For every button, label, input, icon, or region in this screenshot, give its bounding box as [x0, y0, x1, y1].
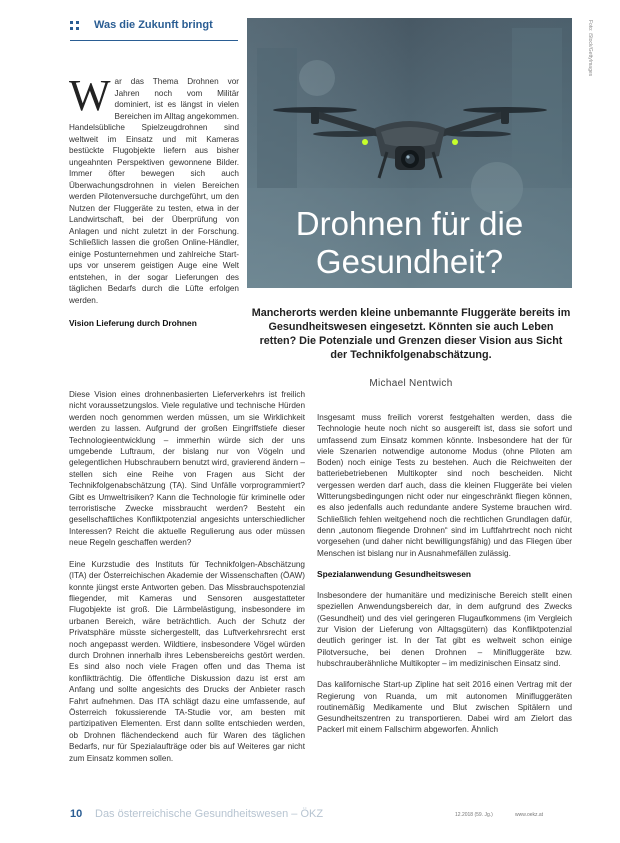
right-column [317, 412, 572, 746]
section-header [70, 18, 238, 41]
section-title: Was die Zukunft bringt [94, 19, 213, 31]
publication-title: Das österreichische Gesundheitswesen – ÖKZ [95, 808, 324, 820]
left-column-lower [69, 389, 305, 774]
photo-credit: Foto: iStock/GettyImages [587, 20, 593, 77]
body-paragraph: Diese Vision eines drohnenbasierten Lieferverkehrs ist freilich nicht voraussetzungslos. Viele regulative und technische Hürden werden noch genommen werden müssen, um sie Wirklichkeit werden zu lassen. Aufgrund der großen Eingriffstiefe dieser Technologieentwicklung – immerhin würde sich der uns umgebende Luftraum, der bislang nur von Vögeln und gelegentlichen Hubschraubern benutzt wird, gravierend ändern – stellen sich eine Reihe von Fragen aus Sicht der Technikfolgenabschätzung (TA). Sind Unfälle vorprogrammiert? Gibt es Umweltrisiken? Kann die Technologie für kriminelle oder terroristische Zwecke missbraucht werden? Besteht ein gesellschaftliches Konfliktpotenzial angesichts unterschiedlicher Interessen? Reicht die aktuelle Regulierung aus oder müssen neue Regeln geschaffen werden? [69, 390, 305, 548]
page-number: 10 [70, 808, 83, 820]
website-link[interactable]: www.oekz.at [515, 812, 544, 818]
body-paragraph: Das kalifornische Start-up Zipline hat seit 2016 einen Vertrag mit der Regierung von Ruanda, um mit autonomen Minifluggeräten routinemäßig Medikamente und Blut zwischen Spitälern und Gesundheitszentren zu transportieren. Dabei wird am Zielort das Packerl mit einem Fallschirm abgeworfen. Ähnlich [317, 680, 572, 735]
hero-photo [247, 18, 572, 288]
body-paragraph: Eine Kurzstudie des Instituts für Technikfolgen-Abschätzung (ITA) der Österreichischen Akademie der Wissenschaften (ÖAW) konnte jüngst erste Antworten geben. Das Missbrauchspotenzial fliegender, mit Kameras und Sensoren ausgestatteter Flugobjekte ist groß. Die Lärmbelästigung, insbesondere im urbanen Bereich, wäre beträchtlich. Auch der Schutz der Privatsphäre müsste sichergestellt, das Luftverkehrsrecht erst noch angepasst werden. Wildtiere, insbesondere Vögel würden durch Drohnen innerhalb ihres Lebensbereichs gestört werden. Es sind also noch viele Fragen offen und das Thema ist konfliktträchtig. Die öffentliche Diskussion dazu ist erst am Anfang und sollte angesichts des Drucks der Anbieter rasch Fahrt aufnehmen. Das ITA schlägt dazu eine umfassende, auf Österreich fokussierende TA-Studie vor, am besten mit partizipativen Elementen. Erst dann sollte entschieden werden, ob Drohnen flächendeckend auch für Waren des täglichen Bedarfs, nur für Spezialaufträge oder bis auf Weiteres gar nicht zum Einsatz kommen sollen. [69, 559, 305, 763]
issue-date: 12.2018 (59. Jg.) [455, 812, 493, 818]
grid-dots-icon [70, 21, 80, 31]
body-paragraph: Insgesamt muss freilich vorerst festgehalten werden, dass die Technologie heute noch nicht so ausgereift ist, dass sie sofort und umfassend zum Einsatz kommen könnte. Insbesondere hat der für viele Szenarien notwendige autonome Modus (ohne Piloten am Boden) noch einige Tests zu bestehen. Auch die Reichweiten der batteriebetriebenen Multikopter sind noch bescheiden. Nicht vergessen werden darf auch, dass die kleinen Fluggeräte bei vielen Witterungsbedingungen nicht oder nur eingeschränkt fliegen können, es also jedenfalls auch redundante andere Systeme brauchen wird. Schließlich fehlen weitgehend noch die rechtlichen Grundlagen dafür, denn „autonom fliegende Drohnen“ sind im Luftfahrtrecht noch nicht vorgesehen (und daher nicht bewilligungsfähig) und das Fliegen über Menschen ist bislang nur in Ausnahmefällen zulässig. [317, 413, 572, 558]
left-column [69, 71, 239, 340]
subheading-delivery: Vision Lieferung durch Drohnen [69, 318, 197, 328]
author-name: Michael Nentwich [369, 378, 453, 389]
article-lead: Mancherorts werden kleine unbemannte Fluggeräte bereits im Gesundheitswesen eingesetzt. Könnten sie auch Leben retten? Die Potenziale und Grenzen dieser Vision aus Sicht der Technikfolgenabschätzung. [251, 307, 571, 361]
body-paragraph: Insbesondere der humanitäre und medizinische Bereich stellt einen speziellen Anwendungsbereich dar, in dem aufgrund des Zwecks (Gesundheit) und des viel geringeren Flugaufkommens (im Vergleich zur Vision der Lieferung von Alltagsgütern) das Konfliktpotenzial deutlich geringer ist. In der Tat gibt es weltweit schon einige Pilotversuche, bei denen Drohnen – Minifluggeräte bzw. hubschrauberähnliche Multikopter – im medizinischen Einsatz sind. [317, 591, 572, 668]
dropcap: W [69, 71, 111, 120]
intro-paragraph [69, 71, 239, 306]
subheading-health: Spezialanwendung Gesundheitswesen [317, 568, 472, 579]
hero-title-line2: Gesundheit? [315, 243, 504, 280]
intro-text: ar das Thema Drohnen vor Jahren noch vom Militär dominiert, ist es längst in vielen Bereichen im Alltag angekommen. Handelsübliche Spielzeugdrohnen sind weltweit im Einsatz und mit Kameras bestückte Flugobjekte liefern aus bisher ungeahnten Perspektiven gewonnene Bilder. Immer öfter bewegen sich auch Überwachungsdrohnen in vielen Bereichen werden Pilotenversuche durchgeführt, um den Nutzen der Fluggeräte zu testen, etwa in der Landwirtschaft, bei der Überprüfung von Anlagen und nicht zuletzt in der Forschung. Schließlich lassen die großen Online-Händler, einige Postunternehmen und zahlreiche Start-ups vor unserem geistigen Auge eine Welt entstehen, in der sogar Lieferungen des täglichen Bedarfs durch die Lüfte erfolgen werden. [69, 77, 239, 305]
hero-title-line1: Drohnen für die [295, 205, 524, 242]
